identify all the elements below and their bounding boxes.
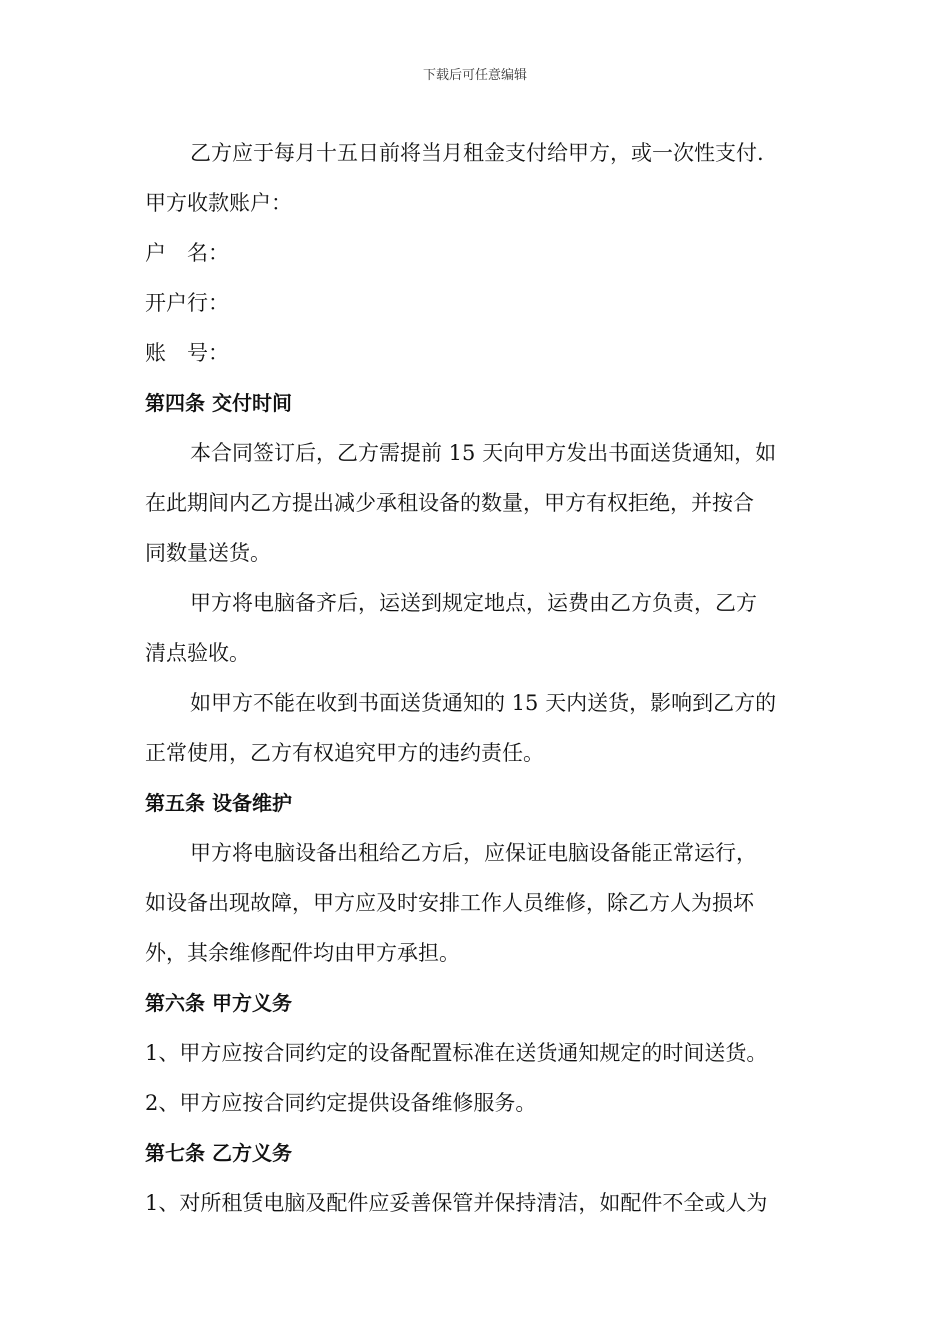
paragraph-line: 甲方收款账户：: [145, 191, 292, 215]
section-heading: 第五条 设备维护: [145, 791, 292, 815]
page-header: 下载后可任意编辑: [422, 68, 527, 83]
paragraph-line: 外，其余维修配件均由甲方承担。: [145, 941, 460, 965]
paragraph-line: 正常使用，乙方有权追究甲方的违约责任。: [145, 741, 544, 765]
list-item: 1、对所租赁电脑及配件应妥善保管并保持清洁，如配件不全或人为: [145, 1191, 768, 1215]
account-number-line: 账 号：: [145, 341, 229, 365]
paragraph-line: 如设备出现故障，甲方应及时安排工作人员维修，除乙方人为损坏: [145, 891, 754, 915]
paragraph-line: 清点验收。: [145, 641, 250, 665]
list-item: 1、甲方应按合同约定的设备配置标准在送货通知规定的时间送货。: [145, 1041, 768, 1065]
paragraph-line: 甲方将电脑备齐后，运送到规定地点，运费由乙方负责，乙方: [190, 591, 757, 615]
section-heading: 第七条 乙方义务: [145, 1141, 292, 1165]
section-heading: 第六条 甲方义务: [145, 991, 292, 1015]
document-body: [145, 128, 813, 1228]
paragraph-line: 甲方将电脑设备出租给乙方后，应保证电脑设备能正常运行，: [190, 841, 757, 865]
bank-line: 开户行：: [145, 291, 229, 315]
section-heading: 第四条 交付时间: [145, 391, 292, 415]
paragraph-line: 同数量送货。: [145, 541, 271, 565]
paragraph-line: 本合同签订后，乙方需提前 15 天向甲方发出书面送货通知，如: [190, 441, 777, 465]
account-name-line: 户 名：: [145, 241, 229, 265]
paragraph-line: 如甲方不能在收到书面送货通知的 15 天内送货，影响到乙方的: [190, 691, 777, 715]
paragraph-line: 乙方应于每月十五日前将当月租金支付给甲方，或一次性支付.: [190, 141, 764, 165]
paragraph-line: 在此期间内乙方提出减少承租设备的数量，甲方有权拒绝，并按合: [145, 491, 754, 515]
list-item: 2、甲方应按合同约定提供设备维修服务。: [145, 1091, 537, 1115]
